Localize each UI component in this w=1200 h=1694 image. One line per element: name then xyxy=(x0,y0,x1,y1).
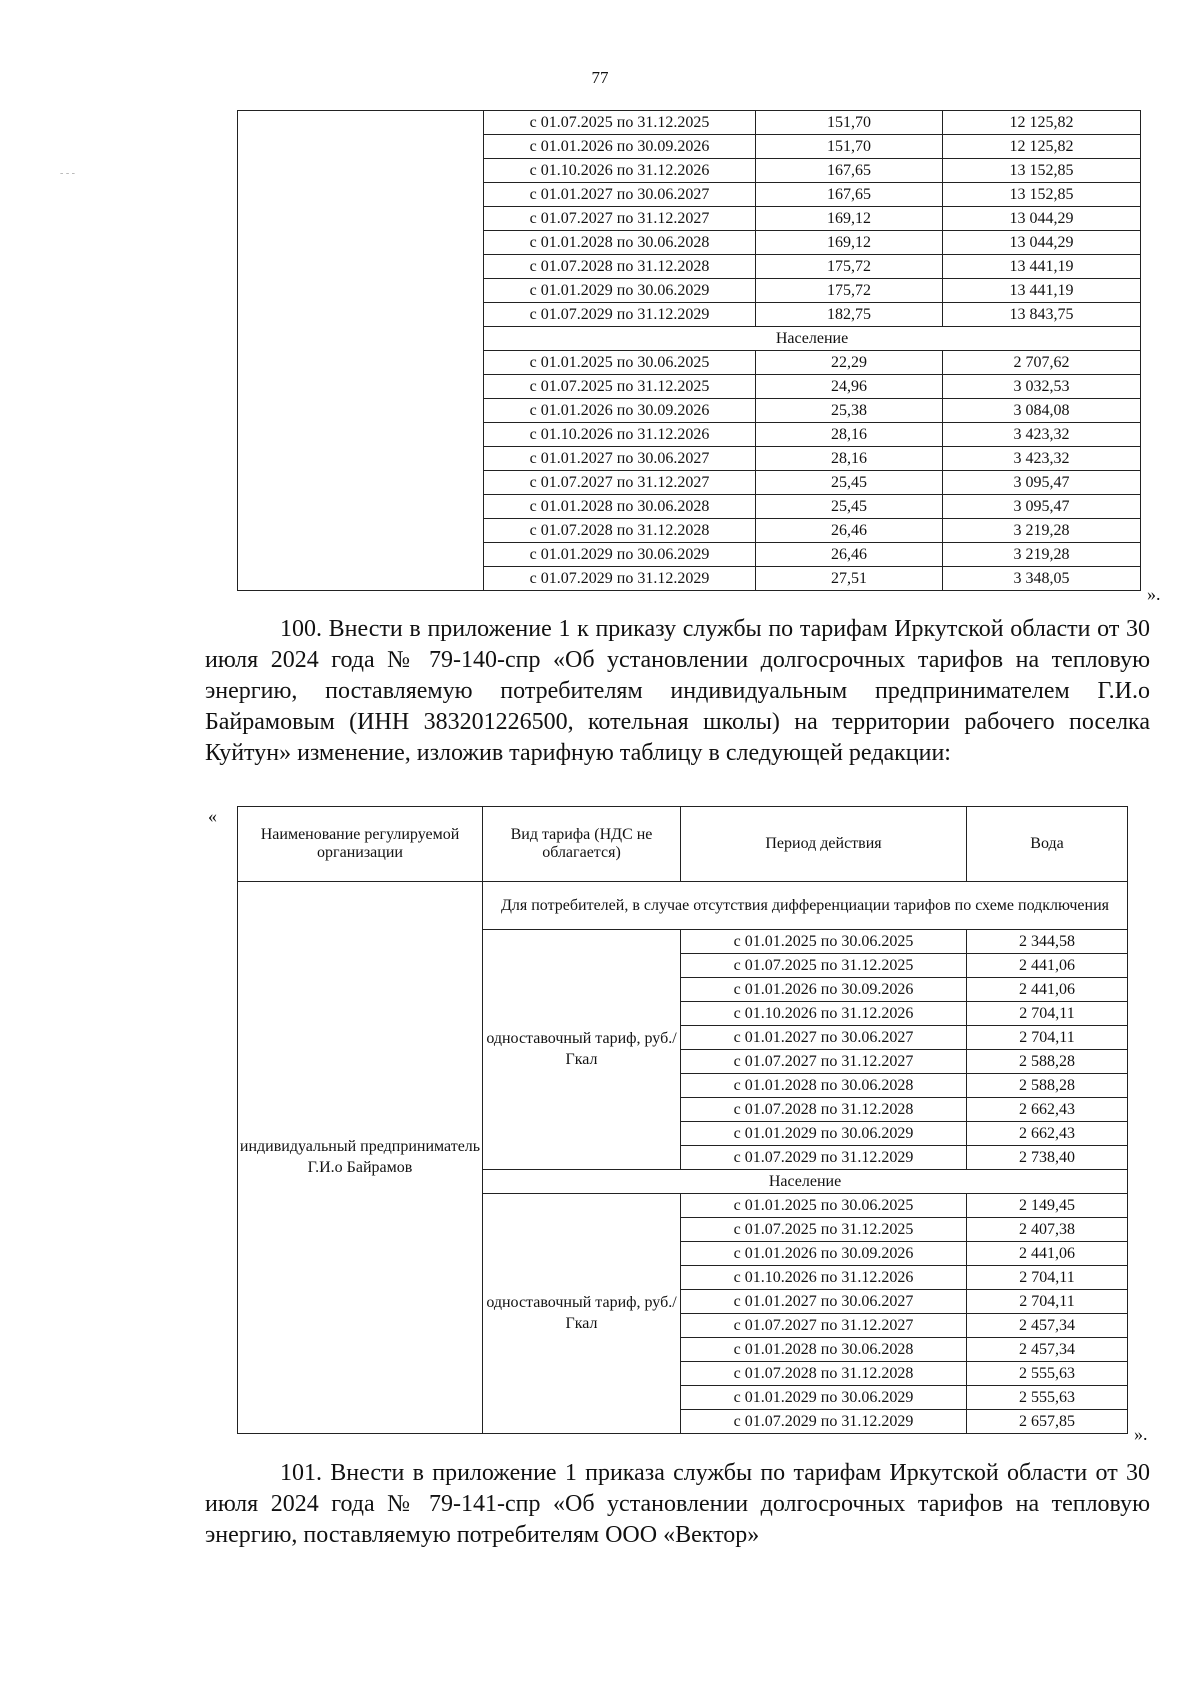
period-cell: с 01.01.2025 по 30.06.2025 xyxy=(681,930,967,954)
period-cell: с 01.07.2029 по 31.12.2029 xyxy=(484,567,756,591)
value-cell: 2 657,85 xyxy=(967,1410,1128,1434)
period-cell: с 01.01.2029 по 30.06.2029 xyxy=(484,279,756,303)
value-cell: 2 149,45 xyxy=(967,1194,1128,1218)
value-cell: 13 441,19 xyxy=(943,255,1141,279)
tariff-type: одноставочный тариф, руб./Гкал xyxy=(483,1194,681,1434)
consumers-label: Для потребителей, в случае отсутствия дифференциации тарифов по схеме подключения xyxy=(483,882,1128,930)
period-cell: с 01.07.2027 по 31.12.2027 xyxy=(681,1314,967,1338)
value-cell: 13 441,19 xyxy=(943,279,1141,303)
value-cell: 3 219,28 xyxy=(943,519,1141,543)
value-cell: 22,29 xyxy=(756,351,943,375)
period-cell: с 01.01.2026 по 30.09.2026 xyxy=(484,135,756,159)
value-cell: 2 344,58 xyxy=(967,930,1128,954)
value-cell: 2 441,06 xyxy=(967,954,1128,978)
value-cell: 2 704,11 xyxy=(967,1266,1128,1290)
value-cell: 2 704,11 xyxy=(967,1290,1128,1314)
period-cell: с 01.01.2026 по 30.09.2026 xyxy=(681,978,967,1002)
table2-open-quote: « xyxy=(208,806,217,826)
period-cell: с 01.07.2025 по 31.12.2025 xyxy=(484,111,756,135)
value-cell: 2 738,40 xyxy=(967,1146,1128,1170)
value-cell: 24,96 xyxy=(756,375,943,399)
period-cell: с 01.01.2028 по 30.06.2028 xyxy=(484,231,756,255)
period-cell: с 01.01.2028 по 30.06.2028 xyxy=(681,1338,967,1362)
value-cell: 27,51 xyxy=(756,567,943,591)
period-cell: с 01.01.2026 по 30.09.2026 xyxy=(484,399,756,423)
period-cell: с 01.07.2025 по 31.12.2025 xyxy=(484,375,756,399)
period-cell: с 01.01.2025 по 30.06.2025 xyxy=(681,1194,967,1218)
period-cell: с 01.01.2027 по 30.06.2027 xyxy=(681,1026,967,1050)
period-cell: с 01.07.2025 по 31.12.2025 xyxy=(681,1218,967,1242)
value-cell: 169,12 xyxy=(756,231,943,255)
paragraph-100-text: 100. Внести в приложение 1 к приказу службы по тарифам Иркутской области от 30 июля 2024 года № 79-140-спр «Об установлении долгосрочных тарифов на тепловую энергию, поставляемую потребителям индивидуальным предпринимателем Г.И.о Байрамовым (ИНН 383201226500, котельная школы) на территории рабочего поселка Куйтун» изменение, изложив тарифную таблицу в следующей редакции: xyxy=(205,616,1150,766)
value-cell: 182,75 xyxy=(756,303,943,327)
period-cell: с 01.07.2025 по 31.12.2025 xyxy=(681,954,967,978)
value-cell: 3 348,05 xyxy=(943,567,1141,591)
org-cell-empty xyxy=(238,111,484,591)
table1-close-quote: ». xyxy=(1147,584,1161,604)
table-row xyxy=(238,111,1141,135)
value-cell: 2 662,43 xyxy=(967,1098,1128,1122)
value-cell: 13 152,85 xyxy=(943,159,1141,183)
value-cell: 3 423,32 xyxy=(943,423,1141,447)
value-cell: 25,45 xyxy=(756,495,943,519)
value-cell: 175,72 xyxy=(756,279,943,303)
value-cell: 3 219,28 xyxy=(943,543,1141,567)
period-cell: с 01.01.2025 по 30.06.2025 xyxy=(484,351,756,375)
period-cell: с 01.07.2029 по 31.12.2029 xyxy=(681,1146,967,1170)
page-number: 77 xyxy=(591,68,609,87)
period-cell: с 01.01.2027 по 30.06.2027 xyxy=(681,1290,967,1314)
value-cell: 28,16 xyxy=(756,447,943,471)
scan-speck: - - - xyxy=(60,168,75,179)
value-cell: 2 441,06 xyxy=(967,978,1128,1002)
period-cell: с 01.01.2027 по 30.06.2027 xyxy=(484,183,756,207)
value-cell: 2 441,06 xyxy=(967,1242,1128,1266)
value-cell: 2 707,62 xyxy=(943,351,1141,375)
value-cell: 12 125,82 xyxy=(943,111,1141,135)
value-cell: 26,46 xyxy=(756,543,943,567)
tariff-type: одноставочный тариф, руб./Гкал xyxy=(483,930,681,1170)
period-cell: с 01.01.2029 по 30.06.2029 xyxy=(681,1122,967,1146)
period-cell: с 01.07.2029 по 31.12.2029 xyxy=(681,1410,967,1434)
value-cell: 2 407,38 xyxy=(967,1218,1128,1242)
tariff-table-continued xyxy=(237,110,1141,591)
table2-header-row xyxy=(238,807,1128,882)
period-cell: с 01.07.2028 по 31.12.2028 xyxy=(681,1362,967,1386)
period-cell: с 01.10.2026 по 31.12.2026 xyxy=(681,1266,967,1290)
value-cell: 151,70 xyxy=(756,135,943,159)
period-cell: с 01.10.2026 по 31.12.2026 xyxy=(484,423,756,447)
header-period: Период действия xyxy=(681,807,967,882)
header-tariff: Вид тарифа (НДС не облагается) xyxy=(483,807,681,882)
period-cell: с 01.07.2029 по 31.12.2029 xyxy=(484,303,756,327)
consumers-row xyxy=(238,882,1128,930)
header-org: Наименование регулируемой организации xyxy=(238,807,483,882)
value-cell: 151,70 xyxy=(756,111,943,135)
value-cell: 167,65 xyxy=(756,183,943,207)
period-cell: с 01.07.2028 по 31.12.2028 xyxy=(681,1098,967,1122)
value-cell: 25,45 xyxy=(756,471,943,495)
value-cell: 3 095,47 xyxy=(943,495,1141,519)
value-cell: 2 588,28 xyxy=(967,1050,1128,1074)
header-water: Вода xyxy=(967,807,1128,882)
value-cell: 3 095,47 xyxy=(943,471,1141,495)
value-cell: 2 588,28 xyxy=(967,1074,1128,1098)
period-cell: с 01.07.2028 по 31.12.2028 xyxy=(484,255,756,279)
value-cell: 13 044,29 xyxy=(943,231,1141,255)
value-cell: 12 125,82 xyxy=(943,135,1141,159)
period-cell: с 01.01.2028 по 30.06.2028 xyxy=(484,495,756,519)
org-name: индивидуальный предприниматель Г.И.о Байрамов xyxy=(238,882,483,1434)
value-cell: 2 555,63 xyxy=(967,1362,1128,1386)
value-cell: 169,12 xyxy=(756,207,943,231)
value-cell: 2 662,43 xyxy=(967,1122,1128,1146)
period-cell: с 01.01.2026 по 30.09.2026 xyxy=(681,1242,967,1266)
value-cell: 3 032,53 xyxy=(943,375,1141,399)
period-cell: с 01.07.2028 по 31.12.2028 xyxy=(484,519,756,543)
value-cell: 3 084,08 xyxy=(943,399,1141,423)
period-cell: с 01.01.2028 по 30.06.2028 xyxy=(681,1074,967,1098)
paragraph-100 xyxy=(205,614,1150,769)
period-cell: с 01.07.2027 по 31.12.2027 xyxy=(681,1050,967,1074)
period-cell: с 01.10.2026 по 31.12.2026 xyxy=(484,159,756,183)
value-cell: 175,72 xyxy=(756,255,943,279)
period-cell: с 01.01.2027 по 30.06.2027 xyxy=(484,447,756,471)
value-cell: 13 843,75 xyxy=(943,303,1141,327)
period-cell: с 01.01.2029 по 30.06.2029 xyxy=(681,1386,967,1410)
tariff-table-bayramov xyxy=(237,806,1128,1434)
paragraph-101 xyxy=(205,1458,1150,1551)
value-cell: 167,65 xyxy=(756,159,943,183)
value-cell: 25,38 xyxy=(756,399,943,423)
value-cell: 2 704,11 xyxy=(967,1026,1128,1050)
value-cell: 13 152,85 xyxy=(943,183,1141,207)
period-cell: с 01.10.2026 по 31.12.2026 xyxy=(681,1002,967,1026)
period-cell: с 01.07.2027 по 31.12.2027 xyxy=(484,207,756,231)
value-cell: 2 457,34 xyxy=(967,1314,1128,1338)
period-cell: с 01.01.2029 по 30.06.2029 xyxy=(484,543,756,567)
paragraph-101-text: 101. Внести в приложение 1 приказа службы по тарифам Иркутской области от 30 июля 2024 года № 79-141-спр «Об установлении долгосрочных тарифов на тепловую энергию, поставляемую потребителям ООО «Вектор» xyxy=(205,1460,1150,1548)
value-cell: 2 457,34 xyxy=(967,1338,1128,1362)
period-cell: с 01.07.2027 по 31.12.2027 xyxy=(484,471,756,495)
value-cell: 2 555,63 xyxy=(967,1386,1128,1410)
table2-close-quote: ». xyxy=(1134,1424,1148,1444)
value-cell: 3 423,32 xyxy=(943,447,1141,471)
value-cell: 13 044,29 xyxy=(943,207,1141,231)
value-cell: 2 704,11 xyxy=(967,1002,1128,1026)
population-label: Население xyxy=(484,327,1141,351)
value-cell: 28,16 xyxy=(756,423,943,447)
population-label: Население xyxy=(483,1170,1128,1194)
value-cell: 26,46 xyxy=(756,519,943,543)
